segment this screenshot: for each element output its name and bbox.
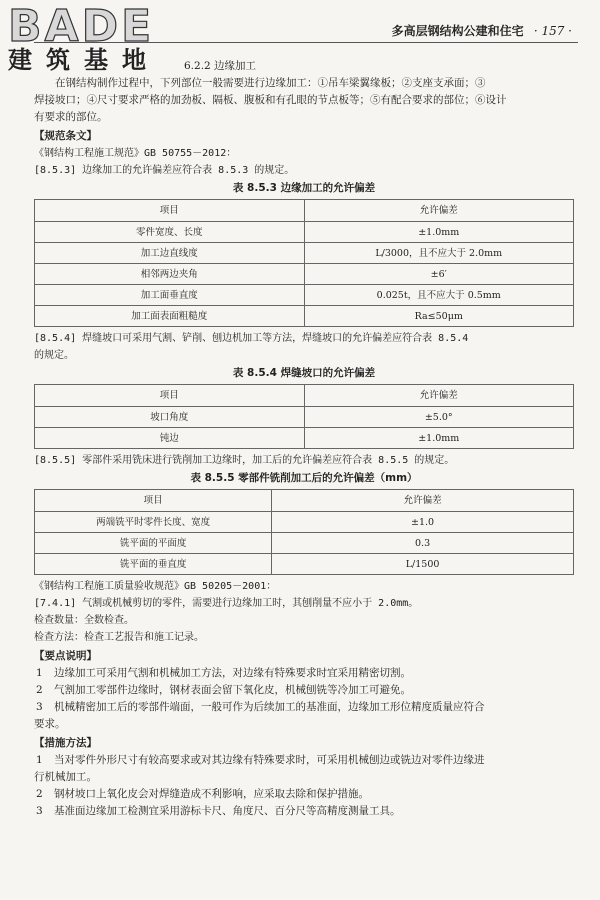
- table-header: 项目: [35, 490, 272, 512]
- header-divider: [34, 42, 578, 43]
- table-cell: 0.3: [272, 533, 574, 554]
- clause-8-5-5: [8.5.5] 零部件采用铣床进行铣削加工边缘时，加工后的允许偏差应符合表 8.5.5 的规定。: [34, 455, 455, 466]
- item-text: 当对零件外形尺寸有较高要求或对其边缘有特殊要求时，可采用机械刨边或铣边对零件边缘进: [54, 754, 485, 766]
- page-number: · 157 ·: [533, 24, 572, 38]
- clause-8-5-4: [8.5.4] 焊缝坡口可采用气割、铲削、刨边机加工等方法，焊缝坡口的允许偏差应符合表 8.5.4: [34, 333, 469, 344]
- table-cell: 相邻两边夹角: [35, 264, 305, 285]
- table-cell: ±1.0mm: [304, 222, 574, 243]
- table-header: 项目: [35, 200, 305, 222]
- table-2-caption: 表 8.5.4 焊缝坡口的允许偏差: [232, 367, 376, 379]
- item-text: 气割加工零部件边缘时，钢材表面会留下氧化皮，机械刨铣等冷加工可避免。: [54, 684, 411, 696]
- standard-1: 《钢结构工程施工规范》GB 50755－2012：: [34, 148, 237, 159]
- list-item-cont: 要求。: [34, 718, 66, 730]
- table-cell: 两端铣平时零件长度、宽度: [35, 512, 272, 533]
- table-cell: 加工面垂直度: [35, 285, 305, 306]
- item-number: 1: [36, 754, 43, 766]
- table-header: 项目: [35, 385, 305, 407]
- table-row: [35, 554, 574, 575]
- table-cell: L/1500: [272, 554, 574, 575]
- list-item: [34, 803, 574, 820]
- table-cell: ±1.0mm: [304, 428, 574, 449]
- item-text: 钢材坡口上氧化皮会对焊缝造成不利影响，应采取去除和保护措施。: [54, 788, 369, 800]
- table-1-caption: 表 8.5.3 边缘加工的允许偏差: [232, 182, 376, 194]
- table-row: [35, 407, 574, 428]
- item-text: 边缘加工可采用气割和机械加工方法，对边缘有特殊要求时宜采用精密切割。: [54, 667, 411, 679]
- standard-2: 《钢结构工程施工质量验收规范》GB 50205－2001：: [34, 581, 277, 592]
- check-quantity: 检查数量：全数检查。: [34, 615, 134, 626]
- table-header: 允许偏差: [304, 385, 574, 407]
- intro-line-2: 焊接坡口；④尺寸要求严格的加劲板、隔板、腹板和有孔眼的节点板等；⑤有配合要求的部位；⑥设计: [34, 94, 507, 106]
- intro-line-3: 有要求的部位。: [34, 111, 108, 123]
- table-cell: ±5.0°: [304, 407, 574, 428]
- list-item: [34, 699, 574, 716]
- table-8-5-3: [34, 199, 574, 327]
- table-row: [35, 533, 574, 554]
- table-row: [35, 285, 574, 306]
- item-text: 基准面边缘加工检测宜采用游标卡尺、角度尺、百分尺等高精度测量工具。: [54, 805, 401, 817]
- spec-heading: 【规范条文】: [34, 130, 97, 142]
- table-8-5-5: [34, 489, 574, 575]
- list-item: [34, 665, 574, 682]
- table-row: [35, 512, 574, 533]
- table-cell: ±6′: [304, 264, 574, 285]
- table-cell: 坡口角度: [35, 407, 305, 428]
- item-number: 3: [36, 701, 43, 713]
- page-body: [34, 58, 574, 820]
- item-number: 3: [36, 805, 43, 817]
- book-title: 多高层钢结构公建和住宅: [391, 24, 524, 38]
- item-number: 2: [36, 684, 43, 696]
- key-points-heading: 【要点说明】: [34, 650, 97, 662]
- table-cell: 加工面表面粗糙度: [35, 306, 305, 327]
- table-row: [35, 264, 574, 285]
- list-item: [34, 752, 574, 769]
- list-item-cont: 行机械加工。: [34, 771, 97, 783]
- list-item: [34, 786, 574, 803]
- table-row: [35, 243, 574, 264]
- clause-8-5-4-cont: 的规定。: [34, 350, 74, 361]
- table-header: 允许偏差: [304, 200, 574, 222]
- logo-wordmark: BADE: [8, 1, 155, 52]
- item-number: 1: [36, 667, 43, 679]
- table-cell: 钝边: [35, 428, 305, 449]
- table-cell: L/3000，且不应大于 2.0mm: [304, 243, 574, 264]
- table-cell: 零件宽度、长度: [35, 222, 305, 243]
- table-row: [35, 306, 574, 327]
- intro-line-1: 在钢结构制作过程中，下列部位一般需要进行边缘加工：①吊车梁翼缘板；②支座支承面；③: [55, 77, 486, 89]
- table-3-caption: 表 8.5.5 零部件铣削加工后的允许偏差（mm）: [190, 472, 418, 484]
- table-8-5-4: [34, 384, 574, 449]
- table-cell: ±1.0: [272, 512, 574, 533]
- table-cell: 铣平面的平面度: [35, 533, 272, 554]
- table-cell: 加工边直线度: [35, 243, 305, 264]
- measures-heading: 【措施方法】: [34, 737, 97, 749]
- table-row: [35, 222, 574, 243]
- section-id: 6.2.2 边缘加工: [184, 60, 257, 72]
- check-method: 检查方法：检查工艺报告和施工记录。: [34, 632, 204, 643]
- list-item: [34, 682, 574, 699]
- item-text: 机械精密加工后的零部件端面，一般可作为后续加工的基准面，边缘加工形位精度质量应符合: [54, 701, 485, 713]
- table-cell: Ra≤50μm: [304, 306, 574, 327]
- table-row: [35, 428, 574, 449]
- table-header: 允许偏差: [272, 490, 574, 512]
- table-cell: 0.025t，且不应大于 0.5mm: [304, 285, 574, 306]
- logo-subtitle: 建筑基地: [8, 46, 160, 74]
- item-number: 2: [36, 788, 43, 800]
- clause-7-4-1: [7.4.1] 气割或机械剪切的零件，需要进行边缘加工时，其刨削量不应小于 2.0mm。: [34, 598, 419, 609]
- table-cell: 铣平面的垂直度: [35, 554, 272, 575]
- clause-8-5-3: [8.5.3] 边缘加工的允许偏差应符合表 8.5.3 的规定。: [34, 165, 295, 176]
- running-header: [392, 22, 572, 39]
